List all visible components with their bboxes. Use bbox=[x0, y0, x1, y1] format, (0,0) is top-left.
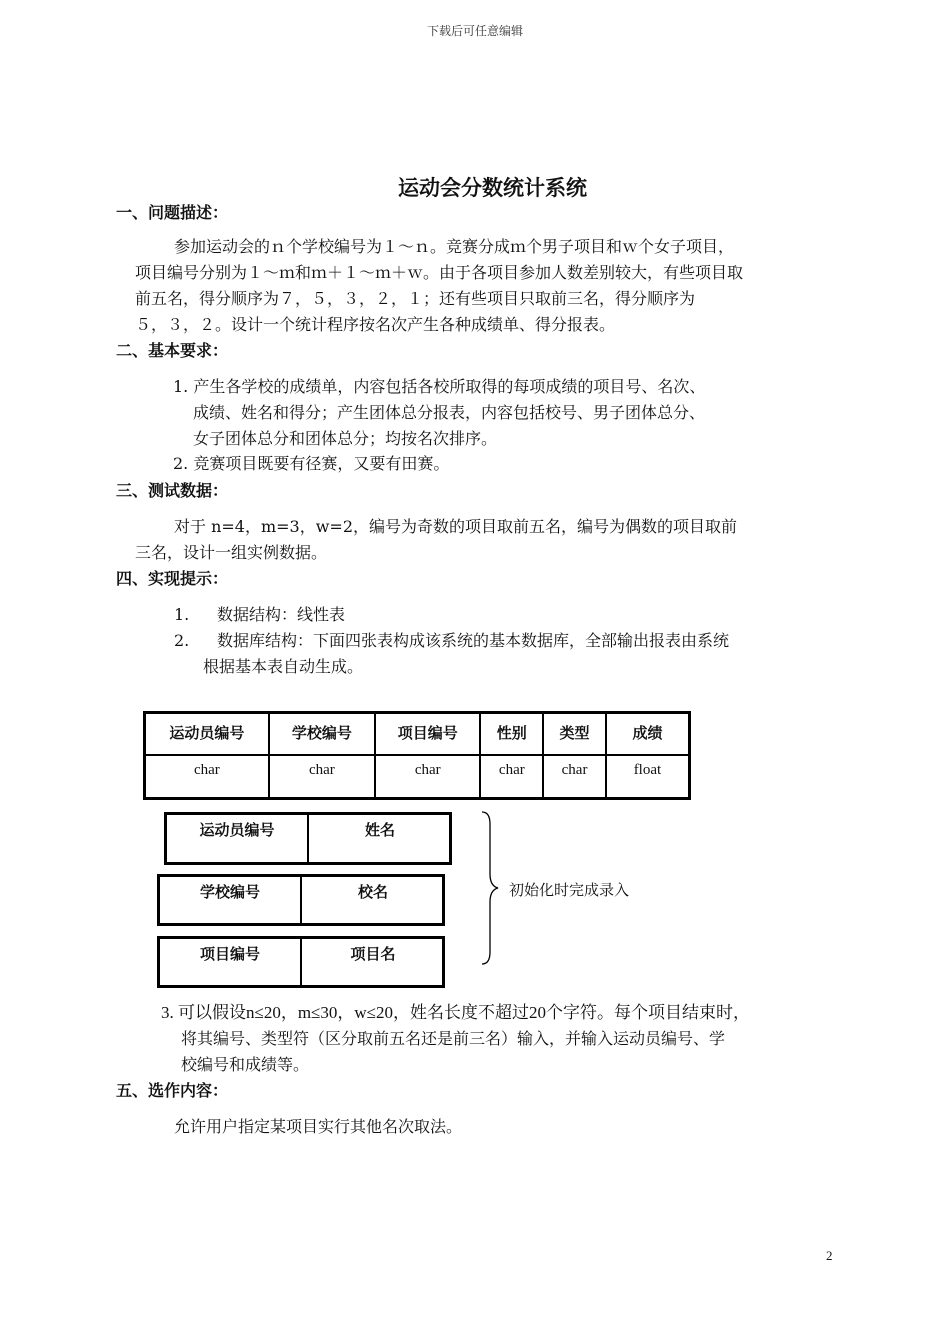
list-item-continuation: 根据基本表自动生成。 bbox=[203, 657, 364, 676]
list-item: 数据库结构：下面四张表构成该系统的基本数据库，全部输出报表由系统 bbox=[217, 631, 730, 650]
table-header-cell: 项目编号 bbox=[160, 939, 302, 985]
section-heading-hints: 四、实现提示： bbox=[116, 569, 229, 588]
table-header-cell: 姓名 bbox=[364, 821, 395, 839]
paragraph-line: 项目编号分别为１～ｍ和ｍ＋１～ｍ＋ｗ。由于各项目参加人数差别较大，有些项目取 bbox=[135, 263, 744, 282]
section-heading-optional: 五、选作内容： bbox=[116, 1081, 229, 1100]
list-item-continuation: 校编号和成绩等。 bbox=[181, 1055, 310, 1074]
list-item: 3. 可以假设n≤20，m≤30，w≤20，姓名长度不超过20个字符。每个项目结束时， bbox=[161, 1003, 750, 1022]
section-heading-test-data: 三、测试数据： bbox=[116, 481, 229, 500]
table-type-cell: float bbox=[606, 755, 690, 799]
table-header-cell: 成绩 bbox=[606, 713, 690, 755]
table-type-cell: char bbox=[375, 755, 480, 799]
list-item: 1. 产生各学校的成绩单，内容包括各校所取得的每项成绩的项目号、名次、 bbox=[173, 377, 706, 396]
paragraph-line: 前五名，得分顺序为７，５，３，２，１；还有些项目只取前三名，得分顺序为 bbox=[135, 289, 696, 308]
paragraph-line: 参加运动会的ｎ个学校编号为１～ｎ。竞赛分成ｍ个男子项目和ｗ个女子项目， bbox=[174, 237, 735, 256]
paragraph-line: 对于 n=4，m=3，w=2，编号为奇数的项目取前五名，编号为偶数的项目取前 bbox=[174, 517, 738, 536]
table-header-cell: 项目编号 bbox=[375, 713, 480, 755]
table-type-cell: char bbox=[543, 755, 606, 799]
table-header-cell: 运动员编号 bbox=[167, 815, 309, 862]
list-item-continuation: 将其编号、类型符（区分取前五名还是前三名）输入，并输入运动员编号、学 bbox=[181, 1029, 726, 1048]
table-header-cell: 学校编号 bbox=[160, 877, 302, 923]
list-item: 2. 竞赛项目既要有径赛，又要有田赛。 bbox=[173, 454, 450, 473]
table-type-cell: char bbox=[145, 755, 269, 799]
event-name-table bbox=[157, 936, 445, 988]
paragraph-line: ５，３，２。设计一个统计程序按名次产生各种成绩单、得分报表。 bbox=[135, 315, 616, 334]
section-heading-requirements: 二、基本要求： bbox=[116, 341, 229, 360]
list-number: 2. bbox=[174, 631, 190, 650]
table-header-cell: 运动员编号 bbox=[145, 713, 269, 755]
table-header-cell: 类型 bbox=[543, 713, 606, 755]
right-brace bbox=[478, 810, 502, 966]
athlete-name-table bbox=[164, 812, 452, 865]
page-number: 2 bbox=[826, 1248, 833, 1263]
list-item-continuation: 女子团体总分和团体总分；均按名次排序。 bbox=[193, 429, 498, 448]
table-header-cell: 性别 bbox=[480, 713, 543, 755]
table-type-cell: char bbox=[269, 755, 375, 799]
brace-note: 初始化时完成录入 bbox=[509, 881, 630, 899]
paragraph-line: 允许用户指定某项目实行其他名次取法。 bbox=[174, 1117, 463, 1136]
table-header-cell: 项目名 bbox=[350, 945, 396, 963]
table-header-cell: 学校编号 bbox=[269, 713, 375, 755]
athlete-score-table bbox=[143, 711, 691, 800]
section-heading-problem: 一、问题描述： bbox=[116, 203, 229, 222]
list-number: 1. bbox=[174, 605, 190, 624]
school-name-table bbox=[157, 874, 445, 926]
table-header-cell: 校名 bbox=[357, 883, 388, 901]
list-item-continuation: 成绩、姓名和得分；产生团体总分报表，内容包括校号、男子团体总分、 bbox=[193, 403, 706, 422]
header-note: 下载后可任意编辑 bbox=[426, 24, 523, 38]
list-item: 数据结构：线性表 bbox=[217, 605, 346, 624]
page-title: 运动会分数统计系统 bbox=[398, 176, 587, 200]
paragraph-line: 三名，设计一组实例数据。 bbox=[135, 543, 328, 562]
table-type-cell: char bbox=[480, 755, 543, 799]
